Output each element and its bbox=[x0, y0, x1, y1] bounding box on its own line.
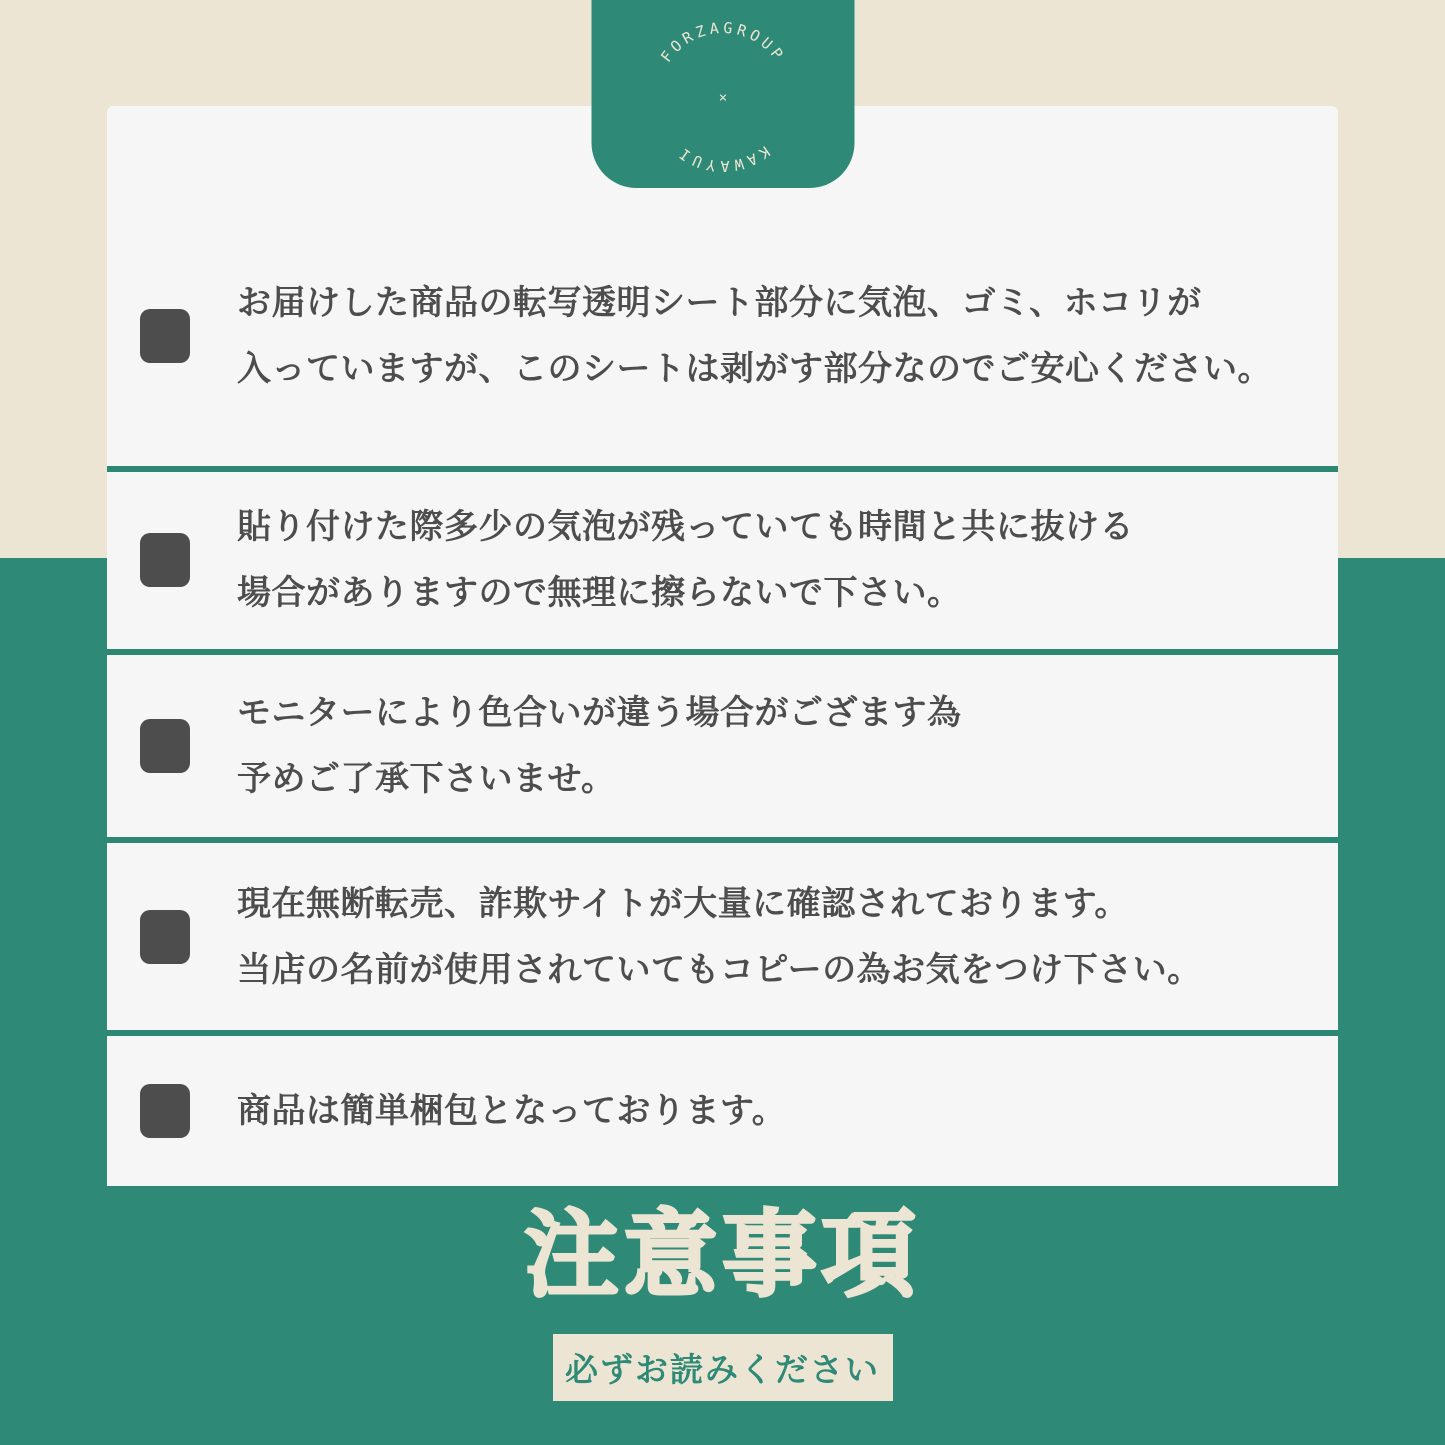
checkbox-icon bbox=[140, 719, 190, 773]
notice-line: 当店の名前が使用されていてもコピーの為お気をつけ下さい。 bbox=[237, 950, 1202, 989]
notice-row bbox=[107, 472, 1338, 648]
brand-badge bbox=[591, 0, 854, 188]
page-title: 注意事項 bbox=[524, 1202, 921, 1307]
notice-text bbox=[237, 871, 1202, 1003]
brand-x-icon: × bbox=[718, 90, 727, 106]
notice-line: 予めご了承下さいませ。 bbox=[237, 759, 616, 798]
notice-text bbox=[237, 494, 1134, 626]
notice-line: お届けした商品の転写透明シート部分に気泡、ゴミ、ホコリが bbox=[237, 284, 1202, 323]
brand-arc-top: FORZAGROUP bbox=[656, 18, 789, 66]
checkbox-icon bbox=[140, 309, 190, 363]
checkbox-icon bbox=[140, 533, 190, 587]
notice-text bbox=[237, 1078, 786, 1144]
brand-circular-logo bbox=[591, 0, 854, 188]
notice-row bbox=[107, 1036, 1338, 1186]
brand-arc-bottom: KAWAYUI bbox=[672, 142, 773, 175]
notice-line: 入っていますが、このシートは剥がす部分なのでご安心ください。 bbox=[237, 350, 1272, 389]
checkbox-icon bbox=[140, 910, 190, 964]
notice-line: 商品は簡単梱包となっております。 bbox=[237, 1091, 787, 1130]
notice-row bbox=[107, 655, 1338, 838]
notice-panel bbox=[107, 106, 1338, 1186]
notice-line: 貼り付けた際多少の気泡が残っていても時間と共に抜ける bbox=[237, 508, 1134, 547]
checkbox-icon bbox=[140, 1084, 190, 1138]
notice-row bbox=[107, 843, 1338, 1029]
notice-line: 現在無断転売、詐欺サイトが大量に確認されております。 bbox=[237, 884, 1129, 923]
notice-text bbox=[237, 270, 1272, 402]
notice-line: 場合がありますので無理に擦らないで下さい。 bbox=[237, 574, 962, 613]
notice-text bbox=[237, 680, 962, 812]
must-read-label: 必ずお読みください bbox=[553, 1334, 893, 1401]
notice-line: モニターにより色合いが違う場合がござます為 bbox=[237, 693, 962, 732]
